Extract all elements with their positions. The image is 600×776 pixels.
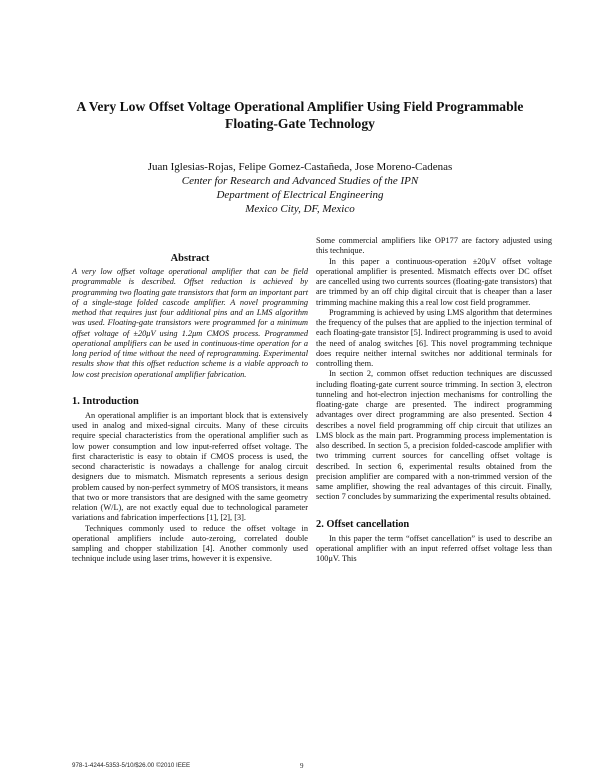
affiliation-institution: Center for Research and Advanced Studies of the IPN bbox=[181, 175, 419, 187]
left-column bbox=[72, 236, 308, 565]
affiliation-location: Mexico City, DF, Mexico bbox=[245, 203, 355, 215]
section-heading-offset-cancellation: 2. Offset cancellation bbox=[316, 518, 410, 530]
abstract-heading: Abstract bbox=[170, 253, 210, 264]
copyright-notice: 978-1-4244-5353-5/10/$26.00 ©2010 IEEE bbox=[72, 762, 191, 769]
page-number: 9 bbox=[300, 762, 304, 770]
right-column bbox=[316, 236, 552, 564]
intro-paragraph-1: An operational amplifier is an important block that is extensively used in analog and mixed-signal circuits. Many of these circuits require special characteristics from the operational amplifier such as low power consumption and low input-referred offset voltage. The first characteristic is easy to obtain if CMOS process is used, the second characteristic is nowadays a challenge for analog circuit designers due to mismatch. Mismatch represents a serious design problem caused by non-perfect symmetry of MOS transistors, it means that two or more transistors that are designed with the same geometry relation (W/L), are not exactly equal due to technological parameter variations and fabrication imperfections [1], [2], [3]. bbox=[72, 410, 308, 523]
section-heading-introduction: 1. Introduction bbox=[72, 395, 139, 407]
intro-paragraph-6: In section 2, common offset reduction techniques are discussed including floating-gate current source trimming. In section 3, electron tunneling and hot-electron injection mechanisms for controlling the floating-gate charge are presented. The indirect programming advantages over direct programming are also presented. Section 4 describes a novel field programming off chip circuit that utilizes an LMS block as the main part. Programming process implementation is also described. In section 5, a precision folded-cascode amplifier with two trimming current sources for cancelling offset voltage is described. In section 6, experimental results obtained from the precision amplifier are compared with a non-trimmed version of the same amplifier, showing the real advantages of this circuit. Finally, section 7 concludes by summarizing the experimental results obtained. bbox=[316, 369, 552, 502]
offset-paragraph-1: In this paper the term “offset cancellation” is used to describe an operational amplifier with an input referred offset voltage less than 100μV. This bbox=[316, 533, 552, 563]
intro-paragraph-3: Some commercial amplifiers like OP177 are factory adjusted using this technique. bbox=[316, 236, 552, 256]
author-names: Juan Iglesias-Rojas, Felipe Gomez-Castañeda, Jose Moreno-Cadenas bbox=[147, 161, 453, 173]
paper-title: A Very Low Offset Voltage Operational Amplifier Using Field Programmable Floating-Gate Technology bbox=[76, 99, 524, 131]
intro-paragraph-5: Programming is achieved by using LMS algorithm that determines the frequency of the pulses that are applied to the injection terminal of each floating-gate transistor [5]. Indirect programming is used to avoid the need of analog switches [6]. This novel programming technique does require neither internal switches nor additional terminals for controlling them. bbox=[316, 307, 552, 368]
author-block bbox=[50, 160, 550, 216]
abstract-text: A very low offset voltage operational amplifier that can be field programmable is described. Offset reduction is achieved by programming two floating gate transistors that form an important part of a single-stage folded cascode amplifier. A novel programming method that requires just four additional pins and an LMS algorithm was used. Floating-gate transistors were programmed for a minimum offset voltage of ±20μV using 1.2μm CMOS process. Programmed operational amplifiers can be used in continuous-time operation for a long period of time without the need of reprogramming. Experimental results show that this offset reduction scheme is a viable approach to low cost precision operational amplifier fabrication. bbox=[72, 267, 308, 379]
affiliation-department: Department of Electrical Engineering bbox=[216, 189, 384, 201]
intro-paragraph-2: Techniques commonly used to reduce the offset voltage in operational amplifiers include auto-zeroing, correlated double sampling and chopper stabilization [4]. Another commonly used technique include using laser trims, however it is expensive. bbox=[72, 523, 308, 564]
intro-paragraph-4: In this paper a continuous-operation ±20μV offset voltage operational amplifier is presented. Mismatch effects over DC offset are cancelled using two currents sources (floating-gate transistors) that are trimmed by an off chip digital circuit that is cheaper than a laser trimming machine making this a real low cost field programmer. bbox=[316, 256, 552, 307]
